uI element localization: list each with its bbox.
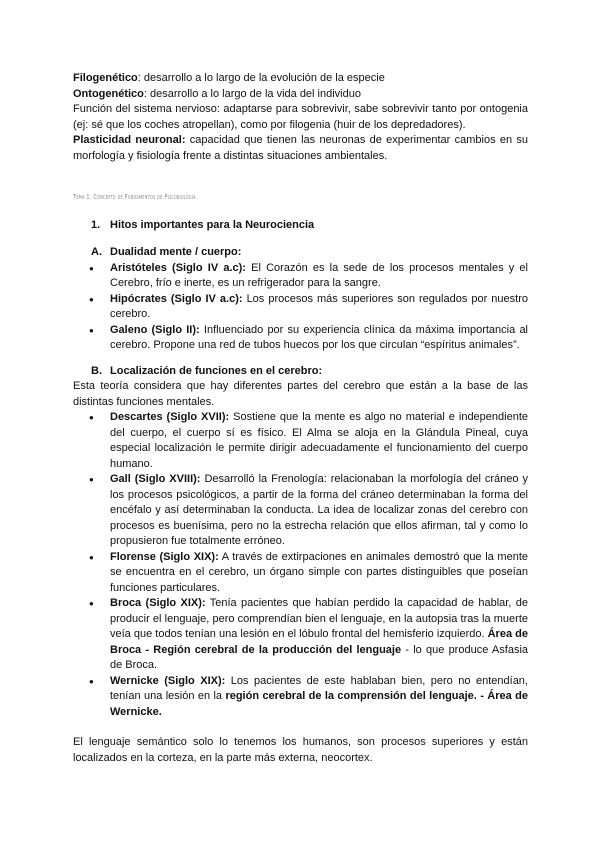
text: : desarrollo a lo largo de la evolución de la especie — [137, 72, 385, 84]
text: Sostiene que la mente es algo no material e independiente del cuerpo, el cuerpo sí es físico. El Alma se aloja en la Glándula Pineal, cuya especial localización le permite dirigir adecuadamente el funcionamiento del cuerpo humano. — [110, 411, 528, 470]
bullet-icon: ● — [89, 676, 94, 686]
text: Desarrolló la Frenología: relacionaban la morfología del cráneo y los procesos psicológicos, a partir de la forma del cráneo determinaban la forma del encéfalo y así determinaban la conducta. La idea de localizar zonas del cerebro con procesos es buenísima, pero no la estrecha relación que ellos afirman, tal y como lo propusieron fue totalmente erróneo. — [110, 473, 528, 547]
heading-title: Localización de funciones en el cerebro: — [110, 364, 323, 377]
list-item — [73, 410, 528, 472]
heading-a — [73, 245, 528, 261]
intro-definitions — [73, 71, 528, 164]
heading-letter: A. — [91, 246, 102, 258]
text: capacidad que tienen las neuronas de experimentar cambios en su morfología y fisiología frente a distintas situaciones ambientales. — [73, 134, 528, 162]
section-b-intro: Esta teoría considera que hay diferentes partes del cerebro que están a la base de las distintas funciones mentales. — [73, 380, 528, 408]
list-item — [73, 472, 528, 550]
list-item — [73, 596, 528, 674]
bullet-icon: ● — [89, 475, 94, 484]
list-item — [73, 550, 528, 597]
heading-letter: B. — [91, 364, 102, 377]
paragraph — [73, 87, 528, 103]
list-item — [73, 292, 528, 323]
list-dualidad — [73, 261, 528, 354]
list-item — [73, 261, 528, 292]
text: Influenciado por su experiencia clínica da máxima importancia al cerebro. Propone una red de tubos huecos por los que circulan “espíritus animales”. — [110, 323, 529, 351]
list-item — [73, 674, 528, 721]
text: A través de extirpaciones en animales demostró que la mente se encuentra en el cerebro, un órgano simple con partes distinguibles que poseían funciones particulares. — [110, 550, 528, 594]
bold-text: Florense (Siglo XIX): — [110, 550, 219, 563]
heading-title: Dualidad mente / cuerpo: — [110, 246, 242, 258]
heading-title: Hitos importantes para la Neurociencia — [110, 218, 315, 231]
text: : desarrollo a lo largo de la vida del individuo — [143, 87, 361, 100]
bold-text: Galeno (Siglo II): — [110, 323, 200, 336]
heading-b — [73, 364, 528, 380]
text: Función del sistema nervioso: adaptarse para sobrevivir, sabe sobrevivir tanto por ontogenia (ej: sé que los coches atropellan), como por filogenia (huir de los depredadores). — [73, 103, 528, 131]
bold-text: Descartes (Siglo XVII): — [110, 411, 230, 423]
heading-1 — [73, 218, 528, 234]
document-page — [73, 71, 528, 766]
text: Tenía pacientes que habían perdido la capacidad de hablar, de producir el lenguaje, pero comprendían bien el lenguaje, en la autopsia tras la muerte veía que todos tenían una lesión en el lóbulo frontal del hemisferio izquierdo. — [110, 597, 528, 640]
bullet-icon: ● — [89, 599, 94, 608]
bold-text: Aristóteles (Siglo IV a.c): — [110, 261, 246, 274]
bold-text: Hipócrates (Siglo IV a.c): — [110, 292, 243, 305]
text: - lo que produce Asfasia de Broca. — [110, 643, 529, 671]
bullet-icon: ● — [89, 413, 94, 422]
section-header: Tema 1: Concepto de Fundamentos de Psicobiología — [73, 193, 196, 201]
paragraph — [73, 102, 528, 133]
heading-number: 1. — [91, 218, 101, 231]
bullet-icon: ● — [89, 325, 94, 335]
list-localizacion — [73, 410, 528, 720]
bold-text: Broca (Siglo XIX): — [110, 597, 206, 609]
text: El Corazón es la sede de los procesos mentales y el Cerebro, frío e inerte, es un refrigerador para la sangre. — [110, 261, 528, 289]
bullet-icon: ● — [89, 263, 94, 273]
list-item — [73, 323, 528, 354]
paragraph — [73, 133, 528, 164]
bold-text: Área de Broca - Región cerebral de la producción del lenguaje — [110, 628, 528, 656]
bold-text: Filogenético — [73, 72, 138, 84]
bullet-icon: ● — [89, 552, 94, 562]
paragraph — [73, 71, 528, 87]
bold-text: Wernicke (Siglo XIX): — [110, 674, 226, 687]
text: Los procesos más superiores son regulados por nuestro cerebro. — [110, 292, 528, 320]
bold-text: Gall (Siglo XVIII): — [110, 473, 201, 485]
bold-text: Ontogenético — [73, 87, 144, 100]
bold-text: región cerebral de la comprensión del lenguaje. - Área de Wernicke. — [110, 690, 528, 718]
closing-paragraph: El lenguaje semántico solo lo tenemos los humanos, son procesos superiores y están localizados en la corteza, en la parte más externa, neocortex. — [73, 736, 528, 764]
bullet-icon: ● — [89, 294, 94, 304]
bold-text: Plasticidad neuronal: — [73, 134, 186, 146]
text: Los pacientes de este hablaban bien, pero no entendían, tenían una lesión en la — [110, 674, 528, 702]
